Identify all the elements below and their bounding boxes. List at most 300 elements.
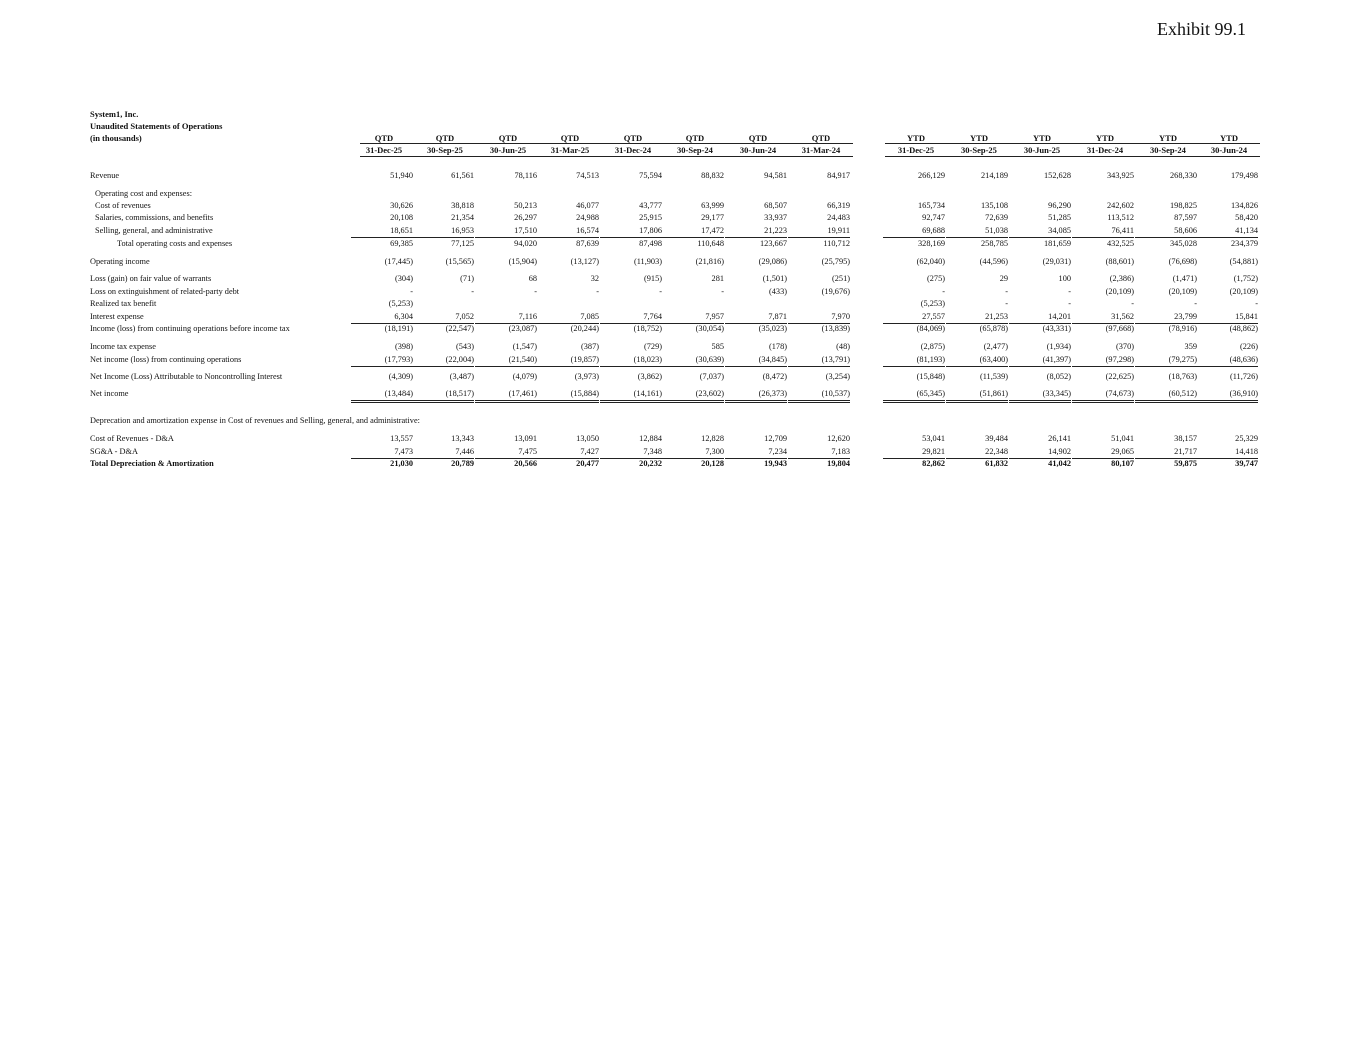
table-cell: 7,427 (537, 446, 599, 459)
table-cell: (25,795) (821, 257, 850, 266)
row-label: Net Income (Loss) Attributable to Noncontrolling Interest (90, 372, 283, 381)
row-label: Income (loss) from continuing operations before income tax (90, 324, 290, 333)
table-cell: (2,875) (920, 342, 945, 351)
table-cell: 7,957 (662, 311, 724, 324)
table-cell: 58,606 (1135, 225, 1197, 238)
table-row (0, 323, 1365, 335)
table-cell: (97,298) (1072, 354, 1134, 367)
table-cell: (1,547) (512, 342, 537, 351)
table-cell: 53,041 (922, 434, 945, 443)
table-cell: 29,065 (1072, 446, 1134, 459)
table-row (0, 446, 1365, 458)
table-row (0, 298, 1365, 310)
column-type: YTD (1220, 133, 1238, 143)
table-cell: 76,411 (1072, 225, 1134, 238)
table-cell: - (471, 287, 474, 296)
table-cell: (543) (456, 342, 474, 351)
table-cell: 13,343 (451, 434, 474, 443)
table-cell: 33,937 (764, 213, 787, 222)
row-label: Cost of Revenues - D&A (90, 434, 174, 443)
column-type: QTD (374, 133, 394, 143)
column-type: YTD (1096, 133, 1114, 143)
table-cell: 16,953 (412, 225, 474, 238)
column-date: 31-Dec-25 (897, 145, 935, 155)
table-cell: (44,596) (979, 257, 1008, 266)
units-label: (in thousands) (90, 133, 142, 143)
table-cell: (97,668) (1105, 324, 1134, 333)
table-cell: (48) (836, 342, 850, 351)
table-cell: 20,477 (576, 459, 599, 468)
table-row (0, 212, 1365, 224)
table-cell: (398) (395, 342, 413, 351)
table-cell: 12,828 (701, 434, 724, 443)
table-cell: 80,107 (1111, 459, 1134, 468)
table-cell: (22,004) (412, 354, 474, 367)
column-type: YTD (970, 133, 988, 143)
table-cell: 345,028 (1170, 239, 1197, 248)
table-cell: (26,373) (725, 388, 787, 403)
table-cell: (18,517) (412, 388, 474, 403)
table-cell: (3,254) (825, 372, 850, 381)
table-cell: 214,189 (981, 171, 1008, 180)
table-cell: 13,050 (576, 434, 599, 443)
table-cell: 92,747 (922, 213, 945, 222)
table-cell: (79,275) (1135, 354, 1197, 367)
table-cell: 234,379 (1231, 239, 1258, 248)
table-cell: (29,031) (1042, 257, 1071, 266)
table-cell: 61,832 (985, 459, 1008, 468)
table-cell: 21,354 (451, 213, 474, 222)
table-cell: 123,667 (760, 239, 787, 248)
table-cell: 69,688 (883, 225, 945, 238)
table-cell: 21,717 (1135, 446, 1197, 459)
table-cell: 68 (528, 274, 537, 283)
table-cell: 14,902 (1009, 446, 1071, 459)
table-cell: 134,826 (1231, 201, 1258, 210)
table-row (0, 188, 1365, 200)
column-date: 30-Sep-24 (1150, 145, 1186, 155)
table-cell: 72,639 (985, 213, 1008, 222)
table-cell: (3,487) (449, 372, 474, 381)
table-cell: 20,566 (514, 459, 537, 468)
table-cell: (60,512) (1135, 388, 1197, 403)
column-date: 31-Mar-24 (801, 145, 841, 155)
table-cell: 22,348 (946, 446, 1008, 459)
table-cell: 181,659 (1044, 239, 1071, 248)
table-cell: 51,285 (1048, 213, 1071, 222)
table-cell: 88,832 (701, 171, 724, 180)
table-cell: 14,418 (1196, 446, 1258, 459)
column-date: 30-Jun-24 (1210, 145, 1248, 155)
table-cell: 50,213 (514, 201, 537, 210)
table-cell: (65,345) (883, 388, 945, 403)
row-label: Cost of revenues (95, 201, 151, 210)
table-cell: 359 (1184, 342, 1197, 351)
table-cell: 41,042 (1048, 459, 1071, 468)
row-label: Loss on extinguishment of related-party debt (90, 287, 240, 296)
table-cell: 7,871 (725, 311, 787, 324)
table-cell: 18,651 (351, 225, 413, 238)
table-cell: 19,911 (788, 225, 850, 238)
table-cell: (20,109) (1168, 287, 1197, 296)
table-cell: 24,483 (827, 213, 850, 222)
table-cell: (18,191) (384, 324, 413, 333)
table-cell: (22,625) (1105, 372, 1134, 381)
table-cell: 15,841 (1196, 311, 1258, 324)
table-cell: (23,602) (662, 388, 724, 403)
table-cell: 87,498 (639, 239, 662, 248)
table-cell: 21,253 (946, 311, 1008, 324)
table-cell: - (1005, 299, 1008, 308)
table-cell: 38,818 (451, 201, 474, 210)
table-cell: (34,845) (725, 354, 787, 367)
table-cell: 12,709 (764, 434, 787, 443)
table-row (0, 354, 1365, 366)
table-cell: 179,498 (1231, 171, 1258, 180)
table-cell: 165,734 (918, 201, 945, 210)
table-cell: 59,875 (1174, 459, 1197, 468)
column-date: 30-Jun-25 (489, 145, 527, 155)
table-cell: 69,385 (390, 239, 413, 248)
table-cell: (43,331) (1042, 324, 1071, 333)
table-cell: 27,557 (883, 311, 945, 324)
table-cell: 20,789 (451, 459, 474, 468)
table-cell: (18,752) (633, 324, 662, 333)
table-cell: (729) (644, 342, 662, 351)
table-cell: 7,052 (412, 311, 474, 324)
table-cell: 242,602 (1107, 201, 1134, 210)
column-date: 31-Dec-24 (614, 145, 652, 155)
table-cell: 135,108 (981, 201, 1008, 210)
table-cell: 41,134 (1196, 225, 1258, 238)
table-row (0, 200, 1365, 212)
table-cell: (17,445) (384, 257, 413, 266)
row-label: Income tax expense (90, 342, 156, 351)
table-cell: (17,793) (351, 354, 413, 367)
table-cell: 26,141 (1048, 434, 1071, 443)
column-date: 31-Dec-25 (365, 145, 403, 155)
da-note: Deprecation and amortization expense in Cost of revenues and Selling, general, and administrative: (90, 416, 420, 425)
column-date: 30-Sep-25 (427, 145, 463, 155)
table-cell: 25,915 (639, 213, 662, 222)
table-cell: 12,620 (827, 434, 850, 443)
table-cell: 7,970 (788, 311, 850, 324)
table-cell: 20,128 (701, 459, 724, 468)
table-cell: 26,297 (514, 213, 537, 222)
table-cell: 66,319 (827, 201, 850, 210)
table-cell: (30,054) (695, 324, 724, 333)
table-cell: 39,747 (1235, 459, 1258, 468)
table-cell: 19,943 (764, 459, 787, 468)
table-cell: 7,475 (475, 446, 537, 459)
table-cell: (4,079) (512, 372, 537, 381)
table-cell: (304) (395, 274, 413, 283)
table-cell: (71) (460, 274, 474, 283)
table-cell: (36,910) (1196, 388, 1258, 403)
table-cell: (63,400) (946, 354, 1008, 367)
column-type: QTD (435, 133, 455, 143)
table-row (0, 341, 1365, 353)
table-cell: (433) (769, 287, 787, 296)
table-cell: (370) (1116, 342, 1134, 351)
table-cell: (3,973) (574, 372, 599, 381)
column-type: QTD (811, 133, 831, 143)
column-type: QTD (748, 133, 768, 143)
table-row (0, 433, 1365, 445)
table-cell: (3,862) (637, 372, 662, 381)
table-cell: 7,300 (662, 446, 724, 459)
table-cell: (18,023) (600, 354, 662, 367)
table-cell: 7,234 (725, 446, 787, 459)
table-cell: 17,806 (600, 225, 662, 238)
table-cell: (8,472) (762, 372, 787, 381)
column-date: 30-Sep-24 (677, 145, 713, 155)
row-label: Net income (90, 389, 129, 398)
table-cell: (17,461) (475, 388, 537, 403)
table-cell: 17,472 (662, 225, 724, 238)
table-cell: 51,940 (390, 171, 413, 180)
table-cell: 343,925 (1107, 171, 1134, 180)
row-label: Operating income (90, 257, 150, 266)
table-cell: - (721, 287, 724, 296)
table-cell: 6,304 (351, 311, 413, 324)
table-cell: (48,636) (1196, 354, 1258, 367)
table-cell: (88,601) (1105, 257, 1134, 266)
table-cell: (20,109) (1105, 287, 1134, 296)
table-cell: 96,290 (1048, 201, 1071, 210)
table-cell: (178) (769, 342, 787, 351)
table-cell: (2,386) (1109, 274, 1134, 283)
header-rule (360, 156, 853, 157)
table-cell: 84,917 (827, 171, 850, 180)
table-cell: 32 (590, 274, 599, 283)
table-cell: 74,513 (576, 171, 599, 180)
table-cell: 7,348 (600, 446, 662, 459)
column-date: 30-Jun-25 (1023, 145, 1061, 155)
row-label: Loss (gain) on fair value of warrants (90, 274, 212, 283)
row-label: Selling, general, and administrative (95, 226, 213, 235)
table-row (0, 225, 1365, 237)
table-cell: 51,041 (1111, 434, 1134, 443)
table-cell: (5,253) (920, 299, 945, 308)
table-cell: (15,565) (445, 257, 474, 266)
table-cell: (41,397) (1009, 354, 1071, 367)
table-cell: - (1255, 299, 1258, 308)
table-cell: (84,069) (916, 324, 945, 333)
table-cell: (11,726) (1229, 372, 1258, 381)
table-cell: 7,473 (351, 446, 413, 459)
table-cell: 68,507 (764, 201, 787, 210)
table-cell: (226) (1240, 342, 1258, 351)
table-cell: 46,077 (576, 201, 599, 210)
table-cell: (13,484) (351, 388, 413, 403)
table-cell: 51,038 (946, 225, 1008, 238)
table-cell: 24,988 (576, 213, 599, 222)
table-cell: (20,244) (570, 324, 599, 333)
table-row (0, 388, 1365, 400)
table-cell: 21,223 (725, 225, 787, 238)
table-cell: (65,878) (979, 324, 1008, 333)
table-cell: 7,183 (788, 446, 850, 459)
table-cell: (7,037) (699, 372, 724, 381)
table-row (0, 371, 1365, 383)
table-cell: 110,648 (697, 239, 724, 248)
table-cell: 61,561 (451, 171, 474, 180)
table-cell: (13,839) (821, 324, 850, 333)
row-label: Operating cost and expenses: (95, 189, 192, 198)
table-cell: (1,752) (1233, 274, 1258, 283)
column-type: QTD (498, 133, 518, 143)
row-label: Total Depreciation & Amortization (90, 459, 214, 468)
table-cell: - (1068, 287, 1071, 296)
table-cell: (1,934) (1046, 342, 1071, 351)
row-label: Revenue (90, 171, 120, 180)
table-cell: (35,023) (758, 324, 787, 333)
table-cell: 152,628 (1044, 171, 1071, 180)
table-cell: 328,169 (918, 239, 945, 248)
table-cell: - (1131, 299, 1134, 308)
row-label: Realized tax benefit (90, 299, 157, 308)
column-type: YTD (1033, 133, 1051, 143)
table-cell: (915) (644, 274, 662, 283)
table-cell: 87,639 (576, 239, 599, 248)
table-cell: 87,597 (1174, 213, 1197, 222)
row-label: SG&A - D&A (90, 447, 138, 456)
table-row (0, 238, 1365, 250)
table-cell: 39,484 (985, 434, 1008, 443)
table-cell: 58,420 (1235, 213, 1258, 222)
table-cell: - (410, 287, 413, 296)
header-rule (885, 156, 1260, 157)
table-cell: 585 (711, 342, 724, 351)
table-cell: (251) (832, 274, 850, 283)
table-cell: 25,329 (1235, 434, 1258, 443)
table-row (0, 273, 1365, 285)
table-row (0, 286, 1365, 298)
table-cell: 20,232 (639, 459, 662, 468)
table-cell: 29 (999, 274, 1008, 283)
column-type: QTD (560, 133, 580, 143)
table-row (0, 458, 1365, 470)
table-cell: 20,108 (390, 213, 413, 222)
row-label: Total operating costs and expenses (117, 239, 233, 248)
table-cell: (33,345) (1009, 388, 1071, 403)
company-name: System1, Inc. (90, 109, 139, 119)
table-cell: 29,821 (883, 446, 945, 459)
table-cell: 21,030 (390, 459, 413, 468)
table-cell: (81,193) (883, 354, 945, 367)
table-cell: (30,639) (662, 354, 724, 367)
table-cell: (74,673) (1072, 388, 1134, 403)
table-cell: (76,698) (1168, 257, 1197, 266)
table-cell: 19,804 (827, 459, 850, 468)
table-cell: - (659, 287, 662, 296)
table-cell: 29,177 (701, 213, 724, 222)
column-type: YTD (1159, 133, 1177, 143)
table-cell: 258,785 (981, 239, 1008, 248)
table-cell: 78,116 (514, 171, 537, 180)
table-cell: 12,884 (639, 434, 662, 443)
table-cell: (14,161) (600, 388, 662, 403)
column-date: 31-Mar-25 (550, 145, 590, 155)
column-date: 31-Dec-24 (1086, 145, 1124, 155)
table-cell: (48,862) (1229, 324, 1258, 333)
table-cell: 7,764 (600, 311, 662, 324)
table-cell: (18,763) (1168, 372, 1197, 381)
table-cell: 31,562 (1072, 311, 1134, 324)
table-cell: (20,109) (1229, 287, 1258, 296)
table-cell: - (596, 287, 599, 296)
table-cell: (23,087) (508, 324, 537, 333)
table-cell: 94,020 (514, 239, 537, 248)
table-cell: 110,712 (823, 239, 850, 248)
table-cell: (51,861) (946, 388, 1008, 403)
table-cell: 268,330 (1170, 171, 1197, 180)
table-cell: - (1005, 287, 1008, 296)
table-cell: 23,799 (1135, 311, 1197, 324)
table-cell: - (942, 287, 945, 296)
table-cell: 14,201 (1009, 311, 1071, 324)
table-cell: (29,086) (758, 257, 787, 266)
row-label: Interest expense (90, 312, 144, 321)
table-cell: (54,881) (1229, 257, 1258, 266)
column-type: QTD (623, 133, 643, 143)
table-cell: 198,825 (1170, 201, 1197, 210)
table-cell: 432,525 (1107, 239, 1134, 248)
table-row (0, 170, 1365, 182)
table-cell: 266,129 (918, 171, 945, 180)
table-row (0, 311, 1365, 323)
table-cell: 82,862 (922, 459, 945, 468)
table-cell: (10,537) (788, 388, 850, 403)
row-label: Salaries, commissions, and benefits (95, 213, 214, 222)
table-cell: (19,676) (821, 287, 850, 296)
table-cell: 281 (711, 274, 724, 283)
exhibit-label: Exhibit 99.1 (1157, 19, 1246, 39)
table-cell: (78,916) (1168, 324, 1197, 333)
table-cell: (11,539) (979, 372, 1008, 381)
table-cell: 63,999 (701, 201, 724, 210)
table-cell: (15,904) (508, 257, 537, 266)
table-cell: - (1194, 299, 1197, 308)
header-rule (885, 143, 1260, 144)
header-rule (360, 143, 853, 144)
table-cell: (21,540) (475, 354, 537, 367)
table-cell: - (1068, 299, 1071, 308)
statement-title: Unaudited Statements of Operations (90, 121, 223, 131)
table-cell: 34,085 (1009, 225, 1071, 238)
table-cell: 16,574 (537, 225, 599, 238)
table-cell: (15,884) (537, 388, 599, 403)
table-cell: (21,816) (695, 257, 724, 266)
column-date: 30-Sep-25 (961, 145, 997, 155)
row-label: Net income (loss) from continuing operations (90, 355, 242, 364)
table-cell: 113,512 (1107, 213, 1134, 222)
table-cell: 100 (1058, 274, 1071, 283)
table-cell: 30,626 (390, 201, 413, 210)
table-cell: (387) (581, 342, 599, 351)
table-cell: (62,040) (916, 257, 945, 266)
table-cell: (275) (927, 274, 945, 283)
table-cell: 75,594 (639, 171, 662, 180)
table-cell: 17,510 (475, 225, 537, 238)
table-cell: (8,052) (1046, 372, 1071, 381)
table-cell: (15,848) (916, 372, 945, 381)
table-cell: (13,791) (788, 354, 850, 367)
table-cell: 77,125 (451, 239, 474, 248)
table-cell: (11,903) (633, 257, 662, 266)
table-row (0, 256, 1365, 268)
